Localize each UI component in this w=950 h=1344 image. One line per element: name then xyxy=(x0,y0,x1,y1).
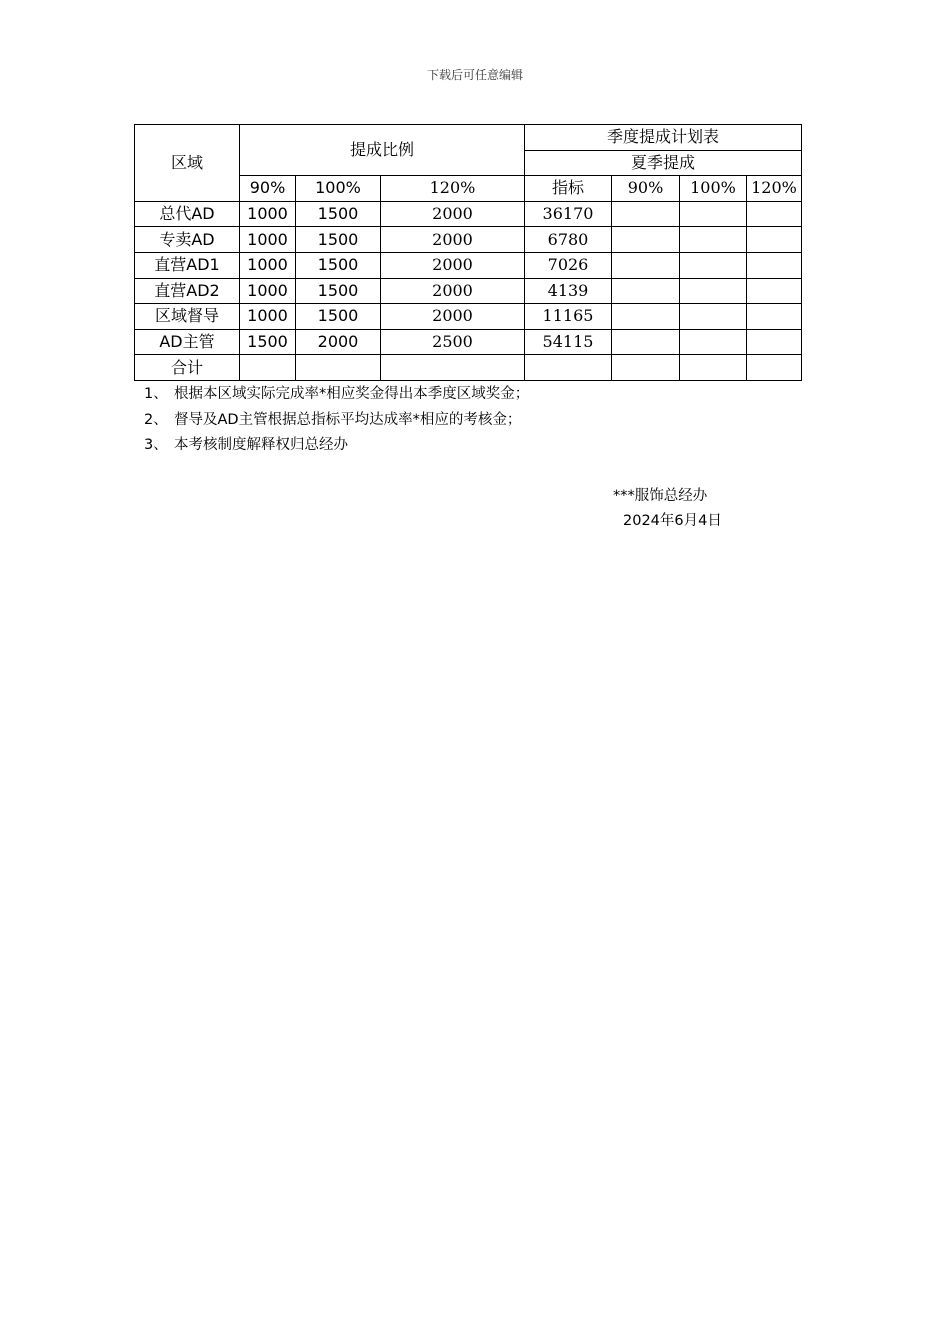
plan-120-cell xyxy=(747,252,802,278)
region-cell: 直营AD1 xyxy=(135,252,240,278)
region-cell: 总代AD xyxy=(135,201,240,227)
notes-list xyxy=(144,382,529,459)
table-row xyxy=(135,278,802,304)
note-number: 3、 xyxy=(144,437,168,453)
target-cell: 54115 xyxy=(525,329,612,355)
total-cell xyxy=(612,355,680,381)
ratio-120-cell: 2000 xyxy=(381,278,525,304)
ratio-90-cell: 1500 xyxy=(240,329,296,355)
total-label: 合计 xyxy=(135,355,240,381)
plan-header: 季度提成计划表 xyxy=(525,125,802,151)
plan-120-cell xyxy=(747,329,802,355)
ratio-120-cell: 2000 xyxy=(381,227,525,253)
ratio-100-cell: 1500 xyxy=(296,278,381,304)
total-row xyxy=(135,355,802,381)
ratio-120-cell: 2500 xyxy=(381,329,525,355)
note-item xyxy=(144,382,529,408)
target-header: 指标 xyxy=(525,176,612,202)
plan-120-cell xyxy=(747,278,802,304)
region-cell: 专卖AD xyxy=(135,227,240,253)
ratio-header: 提成比例 xyxy=(240,125,525,176)
total-cell xyxy=(296,355,381,381)
plan-100-cell xyxy=(680,304,747,330)
table-row xyxy=(135,227,802,253)
ratio-90-cell: 1000 xyxy=(240,252,296,278)
ratio-100-cell: 1500 xyxy=(296,252,381,278)
plan-90-cell xyxy=(612,201,680,227)
ratio-100-cell: 2000 xyxy=(296,329,381,355)
target-cell: 7026 xyxy=(525,252,612,278)
ratio-100-cell: 1500 xyxy=(296,227,381,253)
plan-100-cell xyxy=(680,329,747,355)
table-row xyxy=(135,329,802,355)
plan-level-120: 120% xyxy=(747,176,802,202)
ratio-100-cell: 1500 xyxy=(296,304,381,330)
plan-100-cell xyxy=(680,278,747,304)
region-header: 区域 xyxy=(135,125,240,202)
note-number: 2、 xyxy=(144,411,168,428)
note-item xyxy=(144,408,529,434)
note-number: 1、 xyxy=(144,386,168,402)
signature-date: 2024年6月4日 xyxy=(623,513,722,529)
plan-level-90: 90% xyxy=(612,176,680,202)
ratio-90-cell: 1000 xyxy=(240,201,296,227)
header-note: 下载后可任意编辑 xyxy=(426,68,523,82)
total-cell xyxy=(747,355,802,381)
total-cell xyxy=(680,355,747,381)
region-cell: AD主管 xyxy=(135,329,240,355)
plan-90-cell xyxy=(612,304,680,330)
target-cell: 11165 xyxy=(525,304,612,330)
ratio-100-cell: 1500 xyxy=(296,201,381,227)
table-row xyxy=(135,252,802,278)
ratio-120-cell: 2000 xyxy=(381,304,525,330)
table-row xyxy=(135,304,802,330)
region-cell: 直营AD2 xyxy=(135,278,240,304)
ratio-level-90: 90% xyxy=(240,176,296,202)
plan-90-cell xyxy=(612,278,680,304)
ratio-level-120: 120% xyxy=(381,176,525,202)
ratio-120-cell: 2000 xyxy=(381,201,525,227)
note-item xyxy=(144,433,529,459)
plan-120-cell xyxy=(747,201,802,227)
note-text: 督导及AD主管根据总指标平均达成率*相应的考核金； xyxy=(174,411,522,428)
total-cell xyxy=(381,355,525,381)
signature-org: ***服饰总经办 xyxy=(613,488,708,504)
plan-100-cell xyxy=(680,252,747,278)
note-text: 根据本区域实际完成率*相应奖金得出本季度区域奖金； xyxy=(174,386,530,402)
plan-90-cell xyxy=(612,329,680,355)
total-cell xyxy=(240,355,296,381)
target-cell: 4139 xyxy=(525,278,612,304)
plan-90-cell xyxy=(612,252,680,278)
plan-120-cell xyxy=(747,227,802,253)
note-text: 本考核制度解释权归总经办 xyxy=(174,437,348,453)
plan-120-cell xyxy=(747,304,802,330)
plan-90-cell xyxy=(612,227,680,253)
commission-plan-table xyxy=(134,124,802,381)
ratio-90-cell: 1000 xyxy=(240,278,296,304)
ratio-90-cell: 1000 xyxy=(240,227,296,253)
plan-100-cell xyxy=(680,201,747,227)
ratio-120-cell: 2000 xyxy=(381,252,525,278)
total-cell xyxy=(525,355,612,381)
target-cell: 6780 xyxy=(525,227,612,253)
region-cell: 区域督导 xyxy=(135,304,240,330)
season-header: 夏季提成 xyxy=(525,150,802,176)
table-row xyxy=(135,201,802,227)
plan-level-100: 100% xyxy=(680,176,747,202)
target-cell: 36170 xyxy=(525,201,612,227)
ratio-level-100: 100% xyxy=(296,176,381,202)
plan-100-cell xyxy=(680,227,747,253)
ratio-90-cell: 1000 xyxy=(240,304,296,330)
